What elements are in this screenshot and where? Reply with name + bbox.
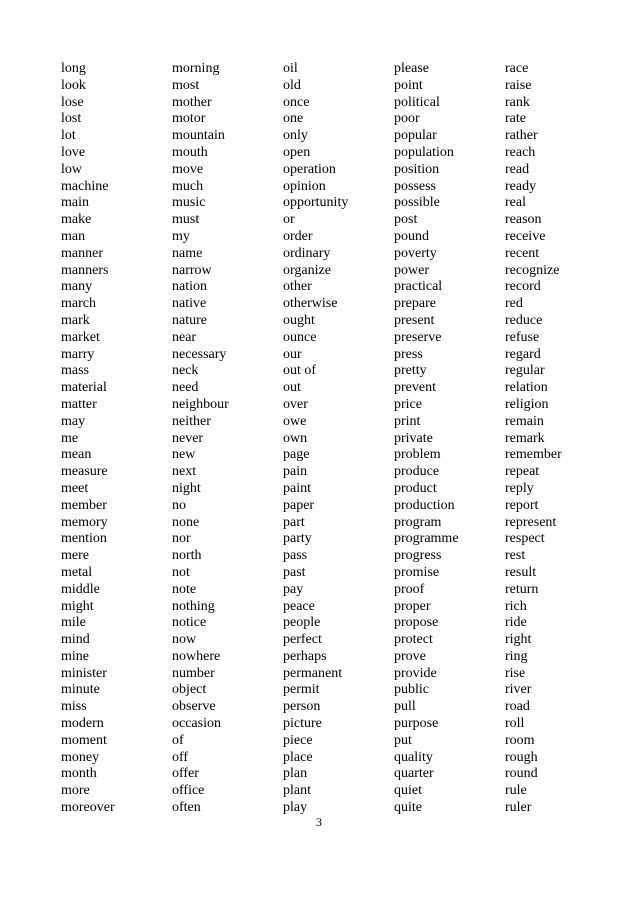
word-item: room [505,732,535,748]
word-item: pretty [394,363,427,379]
word-item: raise [505,77,532,93]
word-column-5 [505,61,562,817]
word-item: moreover [61,800,115,816]
word-item: race [505,61,529,76]
word-item: next [172,464,197,480]
word-item: look [61,77,86,93]
word-item: rank [505,94,530,110]
word-item: one [283,111,304,127]
word-item: march [61,296,96,312]
word-item: make [61,212,92,228]
word-item: money [61,749,100,765]
word-item: rise [505,665,526,681]
word-item: none [172,514,200,530]
word-item: long [61,61,86,76]
word-item: minute [61,682,100,698]
word-item: mention [61,531,107,547]
word-item: neither [172,413,211,429]
word-item: night [172,480,201,496]
word-item: record [505,279,541,295]
word-item: ordinary [283,245,331,261]
word-item: plant [283,783,311,799]
word-item: narrow [172,262,212,278]
word-item: now [172,632,197,648]
word-item: order [283,228,313,244]
word-item: part [283,514,305,530]
word-item: out of [283,363,317,379]
word-item: print [394,413,421,429]
word-item: new [172,447,196,463]
word-item: manners [61,262,109,278]
word-item: rate [505,111,526,127]
word-item: more [61,783,90,799]
word-item: put [394,732,412,748]
word-item: rest [505,548,526,564]
word-item: other [283,279,312,295]
word-item: quality [394,749,433,765]
word-item: music [172,195,206,211]
word-item: recent [505,245,540,261]
word-item: population [394,144,454,160]
word-item: right [505,632,532,648]
word-item: remark [505,430,545,446]
word-item: often [172,800,201,816]
word-item: possible [394,195,440,211]
word-item: programme [394,531,459,547]
word-item: person [283,699,321,715]
word-item: operation [283,161,336,177]
word-item: party [283,531,312,547]
word-item: nothing [172,598,215,614]
word-item: neighbour [172,396,229,412]
word-item: observe [172,699,216,715]
word-item: metal [61,564,93,580]
word-item: picture [283,716,322,732]
word-item: public [394,682,429,698]
word-item: play [283,800,308,816]
word-item: open [283,144,311,160]
word-item: road [505,699,530,715]
word-item: note [172,581,197,597]
word-item: peace [283,598,315,614]
word-item: proof [394,581,425,597]
word-column-1 [61,61,115,817]
word-item: no [172,497,186,513]
word-item: mark [61,312,90,328]
word-item: ready [505,178,537,194]
word-item: receive [505,228,546,244]
word-item: mountain [172,128,225,144]
word-item: pound [394,228,429,244]
word-item: love [61,144,86,160]
word-item: pull [394,699,416,715]
word-item: meet [61,480,89,496]
word-item: real [505,195,526,211]
word-item: mother [172,94,212,110]
word-item: minister [61,665,107,681]
word-item: reason [505,212,542,228]
word-item: return [505,581,539,597]
word-item: lot [61,128,76,144]
word-item: prevent [394,380,436,396]
word-item: nation [172,279,207,295]
word-item: old [283,77,301,93]
word-item: perfect [283,632,322,648]
word-item: machine [61,178,109,194]
word-item: roll [505,716,525,732]
word-item: ride [505,615,527,631]
word-item: repeat [505,464,540,480]
word-item: provide [394,665,437,681]
word-item: round [505,766,538,782]
word-item: over [283,396,308,412]
word-item: month [61,766,97,782]
word-item: read [505,161,530,177]
word-item: neck [172,363,199,379]
word-item: north [172,548,202,564]
word-item: mean [61,447,92,463]
word-item: quarter [394,766,434,782]
word-item: pain [283,464,308,480]
word-item: move [172,161,204,177]
word-item: remain [505,413,544,429]
word-item: prove [394,648,426,664]
word-item: market [61,329,100,345]
word-item: native [172,296,207,312]
word-item: rich [505,598,527,614]
word-item: produce [394,464,440,480]
word-item: organize [283,262,331,278]
word-item: relation [505,380,548,396]
word-item: might [61,598,94,614]
word-item: reach [505,144,536,160]
word-item: man [61,228,86,244]
word-item: lose [61,94,84,110]
word-item: proper [394,598,431,614]
word-item: program [394,514,442,530]
word-item: promise [394,564,440,580]
word-item: matter [61,396,97,412]
word-item: may [61,413,86,429]
word-item: recognize [505,262,560,278]
word-item: regard [505,346,541,362]
word-item: respect [505,531,545,547]
word-item: mind [61,632,90,648]
word-item: moment [61,732,107,748]
word-item: represent [505,514,557,530]
word-item: power [394,262,429,278]
word-item: poor [394,111,420,127]
word-item: notice [172,615,207,631]
word-item: mass [61,363,89,379]
word-item: people [283,615,321,631]
word-item: paper [283,497,315,513]
word-item: ruler [505,800,532,816]
word-item: nowhere [172,648,221,664]
word-item: main [61,195,89,211]
word-item: propose [394,615,439,631]
word-item: object [172,682,207,698]
word-item: past [283,564,306,580]
word-item: most [172,77,200,93]
page-number: 3 [316,815,322,829]
word-item: result [505,564,537,580]
word-item: regular [505,363,545,379]
word-item: mouth [172,144,208,160]
word-item: opportunity [283,195,349,211]
word-item: near [172,329,197,345]
word-item: post [394,212,418,228]
word-item: of [172,732,184,748]
word-item: owe [283,413,307,429]
word-item: purpose [394,716,439,732]
word-item: nor [172,531,191,547]
word-item: mere [61,548,89,564]
word-item: memory [61,514,108,530]
word-item: point [394,77,423,93]
word-item: pass [283,548,308,564]
word-item: lost [61,111,82,127]
word-item: my [172,228,190,244]
word-item: refuse [505,329,540,345]
word-item: own [283,430,308,446]
word-item: river [505,682,532,698]
word-item: manner [61,245,103,261]
word-item: material [61,380,107,396]
word-item: must [172,212,200,228]
word-column-2 [172,61,229,817]
word-item: private [394,430,433,446]
word-item: mile [61,615,86,631]
word-item: place [283,749,313,765]
word-item: off [172,749,189,765]
word-item: religion [505,396,549,412]
word-item: rough [505,749,538,765]
word-column-4 [394,61,459,817]
word-item: ought [283,312,315,328]
word-item: ring [505,648,528,664]
word-item: opinion [283,178,326,194]
word-item: marry [61,346,95,362]
word-item: red [505,296,523,312]
word-item: permanent [283,665,343,681]
word-item: many [61,279,93,295]
word-item: out [283,380,301,396]
word-item: perhaps [283,648,327,664]
word-column-3 [283,61,348,817]
word-item: otherwise [283,296,338,312]
word-item: or [283,212,295,228]
word-item: rule [505,783,527,799]
word-item: permit [283,682,320,698]
word-item: low [61,161,82,177]
word-item: much [172,178,204,194]
word-item: miss [61,699,87,715]
word-item: please [394,61,429,76]
word-item: political [394,94,440,110]
word-item: not [172,564,190,580]
word-item: our [283,346,302,362]
word-item: page [283,447,310,463]
word-item: pay [283,581,304,597]
word-item: rather [505,128,538,144]
word-item: morning [172,61,220,76]
word-item: prepare [394,296,436,312]
word-item: measure [61,464,108,480]
word-item: offer [172,766,199,782]
word-item: occasion [172,716,221,732]
word-item: plan [283,766,308,782]
word-item: press [394,346,423,362]
word-item: only [283,128,308,144]
word-item: popular [394,128,437,144]
word-item: never [172,430,204,446]
word-item: present [394,312,435,328]
word-item: production [394,497,455,513]
word-item: paint [283,480,311,496]
word-item: middle [61,581,100,597]
word-item: name [172,245,203,261]
word-item: remember [505,447,562,463]
word-item: quiet [394,783,422,799]
word-item: price [394,396,422,412]
word-item: protect [394,632,433,648]
word-item: ounce [283,329,317,345]
word-item: quite [394,800,422,816]
word-item: number [172,665,215,681]
word-item: progress [394,548,442,564]
word-item: once [283,94,310,110]
word-item: problem [394,447,441,463]
word-item: product [394,480,437,496]
word-item: report [505,497,539,513]
word-item: office [172,783,205,799]
word-item: reduce [505,312,543,328]
word-item: practical [394,279,443,295]
word-item: oil [283,61,298,76]
word-item: position [394,161,440,177]
word-item: necessary [172,346,227,362]
word-item: motor [172,111,206,127]
word-item: need [172,380,199,396]
word-item: member [61,497,107,513]
word-item: piece [283,732,313,748]
word-item: poverty [394,245,437,261]
word-item: preserve [394,329,442,345]
word-item: mine [61,648,89,664]
word-item: possess [394,178,437,194]
word-item: modern [61,716,104,732]
word-item: reply [505,480,534,496]
word-item: me [61,430,79,446]
word-item: nature [172,312,207,328]
